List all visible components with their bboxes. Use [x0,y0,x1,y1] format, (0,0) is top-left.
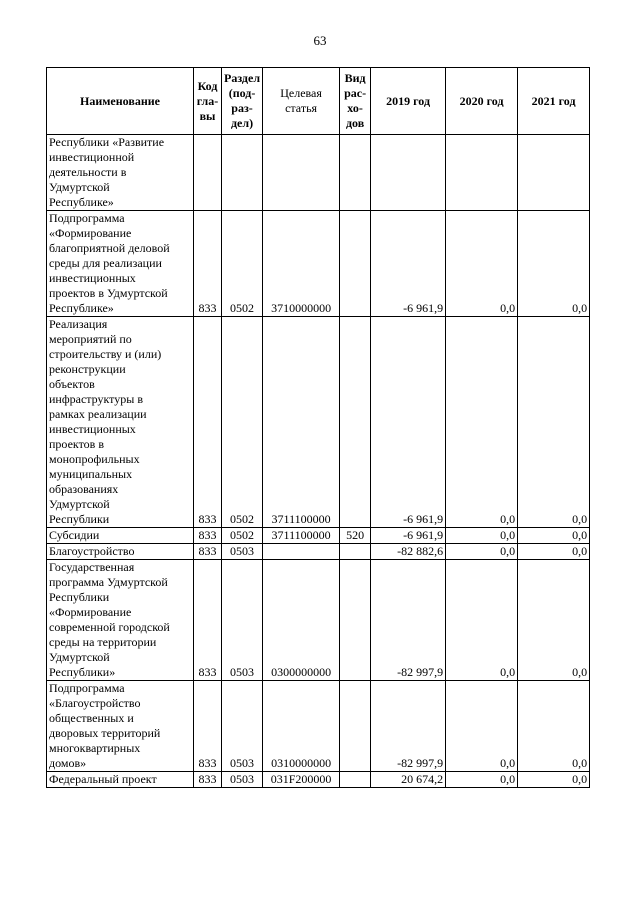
table-cell-expense [340,544,371,560]
table-cell-expense [340,317,371,528]
table-cell-code: 833 [194,544,222,560]
table-cell-2020: 0,0 [446,211,518,317]
table-cell-name: Субсидии [47,528,194,544]
table-cell-2020: 0,0 [446,772,518,788]
table-cell-2020: 0,0 [446,544,518,560]
header-name: Наименование [47,68,194,135]
table-cell-target: 3711100000 [263,528,340,544]
table-cell-2021: 0,0 [518,528,590,544]
table-cell-target [263,544,340,560]
table-cell-code [194,135,222,211]
table-cell-target: 3711100000 [263,317,340,528]
table-cell-2021: 0,0 [518,211,590,317]
table-cell-expense: 520 [340,528,371,544]
table-cell-section: 0502 [222,317,263,528]
table-cell-2020 [446,135,518,211]
table-cell-target: 0310000000 [263,681,340,772]
table-row [47,681,590,772]
header-section: Раздел (под- раз- дел) [222,68,263,135]
table-body [47,135,590,788]
table-cell-expense [340,681,371,772]
table-cell-2021 [518,135,590,211]
table-cell-2019: -6 961,9 [371,317,446,528]
table-cell-code: 833 [194,317,222,528]
header-row [47,68,590,135]
table-cell-name: Благоустройство [47,544,194,560]
table-cell-2021: 0,0 [518,772,590,788]
table-row [47,772,590,788]
table-cell-2021: 0,0 [518,317,590,528]
table-cell-2021: 0,0 [518,560,590,681]
table-cell-2019: -82 882,6 [371,544,446,560]
header-code: Код гла- вы [194,68,222,135]
header-target: Целевая статья [263,68,340,135]
table-cell-code: 833 [194,211,222,317]
table-cell-2019: -82 997,9 [371,560,446,681]
table-cell-name: Федеральный проект [47,772,194,788]
table-cell-expense [340,135,371,211]
table-row [47,544,590,560]
table-cell-target [263,135,340,211]
table-cell-2021: 0,0 [518,681,590,772]
table-cell-2019 [371,135,446,211]
table-cell-2020: 0,0 [446,317,518,528]
table-cell-code: 833 [194,560,222,681]
table-cell-code: 833 [194,528,222,544]
table-cell-target: 3710000000 [263,211,340,317]
table-row [47,135,590,211]
table-cell-target: 0300000000 [263,560,340,681]
table-row [47,211,590,317]
table-cell-code: 833 [194,681,222,772]
table-cell-section: 0503 [222,544,263,560]
table-row [47,317,590,528]
page-number: 63 [313,33,327,48]
table-cell-name: Подпрограмма «Благоустройство общественных и дворовых территорий многоквартирных домов» [47,681,194,772]
table-cell-name: Республики «Развитие инвестиционной деятельности в Удмуртской Республике» [47,135,194,211]
header-expense: Вид рас- хо- дов [340,68,371,135]
table-cell-section: 0503 [222,772,263,788]
table-row [47,560,590,681]
table-cell-2021: 0,0 [518,544,590,560]
table-cell-2020: 0,0 [446,560,518,681]
table-cell-name: Государственная программа Удмуртской Республики «Формирование современной городской среды на территории Удмуртской Республики» [47,560,194,681]
table-cell-section: 0503 [222,681,263,772]
table-cell-section: 0502 [222,528,263,544]
table-cell-expense [340,560,371,681]
table-cell-expense [340,772,371,788]
table-cell-2019: -6 961,9 [371,528,446,544]
budget-table [46,67,590,788]
header-2021: 2021 год [518,68,590,135]
table-cell-section: 0502 [222,211,263,317]
table-cell-expense [340,211,371,317]
table-cell-name: Подпрограмма «Формирование благоприятной деловой среды для реализации инвестиционных проектов в Удмуртской Республике» [47,211,194,317]
table-cell-section [222,135,263,211]
table-cell-2019: -6 961,9 [371,211,446,317]
header-2020: 2020 год [446,68,518,135]
table-cell-2019: -82 997,9 [371,681,446,772]
table-cell-2020: 0,0 [446,528,518,544]
table-cell-name: Реализация мероприятий по строительству и (или) реконструкции объектов инфраструктуры в рамках реализации инвестиционных проектов в монопрофильных муниципальных образованиях Удмуртской Республики [47,317,194,528]
table-cell-2019: 20 674,2 [371,772,446,788]
table-cell-code: 833 [194,772,222,788]
table-row [47,528,590,544]
table-cell-target: 031F200000 [263,772,340,788]
table-cell-2020: 0,0 [446,681,518,772]
table-cell-section: 0503 [222,560,263,681]
header-2019: 2019 год [371,68,446,135]
